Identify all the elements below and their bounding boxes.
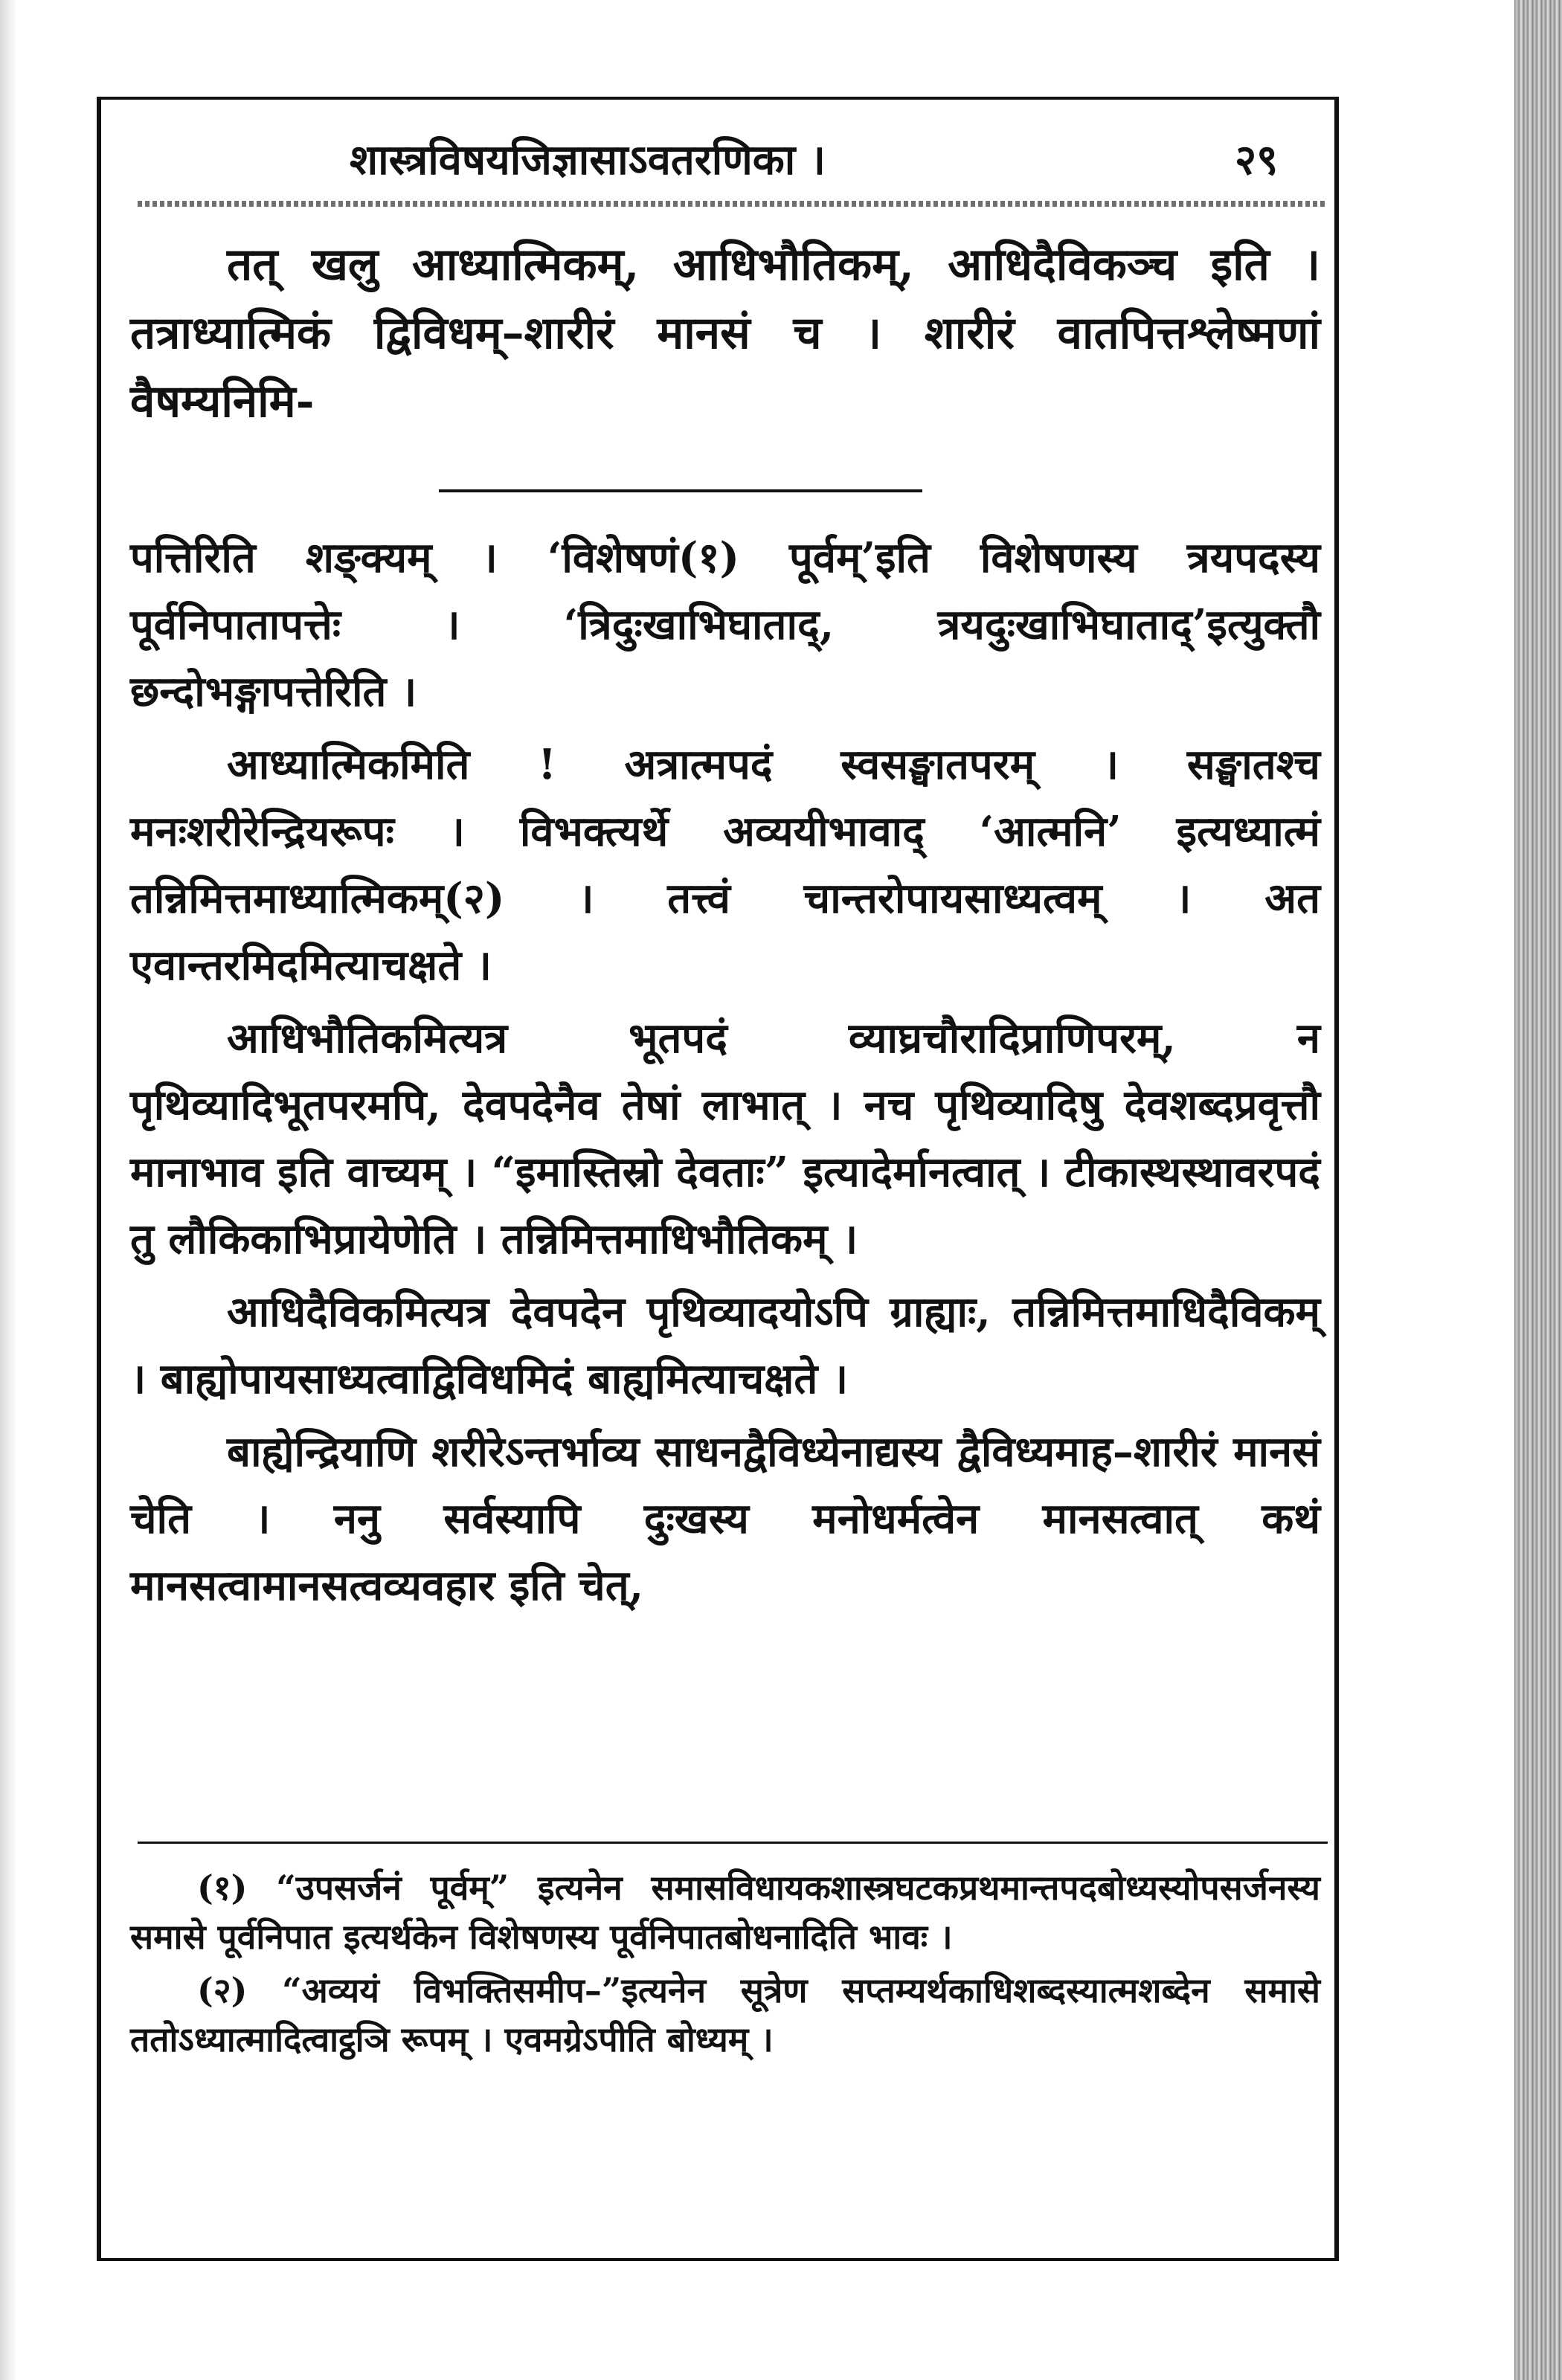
- main-text-block: [130, 231, 1320, 436]
- page-number: २९: [1235, 135, 1279, 184]
- commentary-paragraph: आधिभौतिकमित्यत्र भूतपदं व्याघ्रचौरादिप्राणिपरम्, न पृथिव्यादिभूतपरमपि, देवपदेनैव तेषां लाभात् । नच पृथिव्यादिषु देवशब्दप्रवृत्तौ मानाभाव इति वाच्यम् । “इमास्तिस्रो देवताः” इत्यादेर्मानत्वात् । टीकास्थस्थावरपदं तु लौकिकाभिप्रायेणेति । तन्निमित्तमाधिभौतिकम् ।: [130, 1014, 1320, 1264]
- header-divider: [138, 201, 1328, 207]
- main-text-paragraph: तत् खलु आध्यात्मिकम्, आधिभौतिकम्, आधिदैविकञ्च इति । तत्राध्यात्मिकं द्विविधम्–शारीरं मानसं च । शारीरं वातपित्तश्लेष्मणां वैषम्यनिमि-: [130, 239, 1320, 428]
- commentary-paragraph: आध्यात्मिकमिति ! अत्रात्मपदं स्वसङ्घातपरम् । सङ्घातश्च मनःशरीरेन्द्रियरूपः । विभक्त्यर्थे अव्ययीभावाद् ‘आत्मनि’ इत्यध्यात्मं तन्निमित्तमाध्यात्मिकम्(२) । तत्त्वं चान्तरोपायसाध्यत्वम् । अत एवान्तरमिदमित्याचक्षते ।: [130, 740, 1320, 990]
- commentary-paragraph: पत्तिरिति शङ्क्यम् । ‘विशेषणं(१) पूर्वम्’इति विशेषणस्य त्रयपदस्य पूर्वनिपातापत्तेः । ‘त्रिदुःखाभिघाताद्, त्रयदुःखाभिघाताद्’इत्युक्तौ छन्दोभङ्गापत्तेरिति ।: [130, 533, 1320, 716]
- text-commentary-divider: [439, 489, 922, 492]
- commentary-paragraph: आधिदैविकमित्यत्र देवपदेन पृथिव्यादयोऽपि ग्राह्याः, तन्निमित्तमाधिदैविकम् । बाह्योपायसाध्यत्वाद्विविधमिदं बाह्यमित्याचक्षते ।: [130, 1287, 1320, 1403]
- running-title: शास्त्रविषयजिज्ञासाऽवतरणिका ।: [350, 135, 826, 184]
- footnote: (२) “अव्ययं विभक्तिसमीप–”इत्यनेन सूत्रेण सप्तम्यर्थकाधिशब्दस्यात्मशब्देन समासे ततोऽध्यात्मादित्वाट्ठञि रूपम् । एवमग्रेऽपीति बोध्यम् ।: [130, 1970, 1320, 2059]
- scan-left-edge: [0, 0, 16, 2380]
- page-header: [97, 123, 1339, 193]
- commentary-paragraph: बाह्येन्द्रियाणि शरीरेऽन्तर्भाव्य साधनद्वैविध्येनाद्यस्य द्वैविध्यमाह–शारीरं मानसं चेति । ननु सर्वस्यापि दुःखस्य मनोधर्मत्वेन मानसत्वात् कथं मानसत्वामानसत्वव्यवहार इति चेत्,: [130, 1427, 1320, 1610]
- footnote: (१) “उपसर्जनं पूर्वम्” इत्यनेन समासविधायकशास्त्रघटकप्रथमान्तपदबोध्यस्योपसर्जनस्य समासे पूर्वनिपात इत्यर्थकेन विशेषणस्य पूर्वनिपातबोधनादिति भावः ।: [130, 1868, 1320, 1957]
- scan-right-binding-strip: [1514, 0, 1562, 2380]
- footnote-divider: [138, 1842, 1328, 1844]
- footnotes-block: [130, 1863, 1320, 2068]
- commentary-block: [130, 524, 1320, 1625]
